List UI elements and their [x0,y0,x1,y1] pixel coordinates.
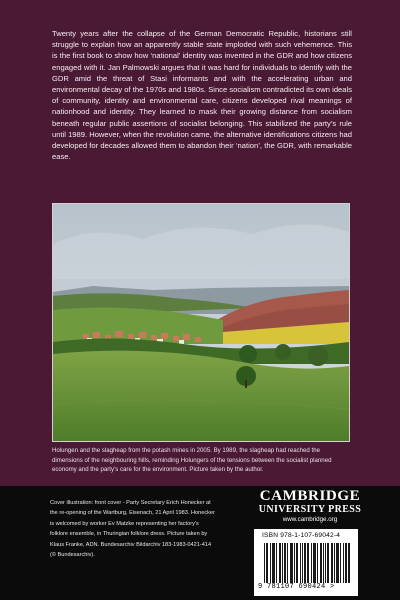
publisher-url: www.cambridge.org [282,516,338,523]
landscape-photo [52,203,350,442]
publisher-logo [255,488,365,523]
isbn-barcode [254,529,358,596]
back-cover-footer [0,486,400,600]
back-cover-blurb: Twenty years after the collapse of the German Democratic Republic, historians still struggle to explain how an apparently stable state imploded with such vehemence. This is the first book to show how ‘national’ identity was invented in the GDR and how citizens engaged with it. Jan Palmowski argues that it was hard for individuals to identify with the GDR amid the threat of Stasi informants and with the accelerating urban and environmental decay of the 1970s and 1980s. Since socialism contradicted its own ideals of community, identity and environmental care, citizens developed rival meanings of nationhood and identity. They learned to mask their growing distance from socialism beneath regular public assertions of socialist belonging. This stabilized the party’s rule until 1989. However, when the revolution came, the alternative identifications citizens had developed for decades allowed them to abandon their ‘nation’, the GDR, with remarkable ease. [52,29,352,162]
isbn-label: ISBN 978-1-107-69042-4 [262,532,341,539]
barcode-digits: 9 781107 690424 > [258,583,335,591]
cover-illustration-credits: Cover illustration: front cover - Party Secretary Erich Honecker at the re-opening of the Wartburg, Eisenach, 21 April 1983. Honecker is welcomed by worker Ev Matzke representing her factory’s folklore ensemble, in Thuringian folklore dress. Picture taken by Klaus Franke, ADN. Bundesarchiv Bildarchiv 183-1983-0421-414 (© Bundesarchiv). [50,500,215,559]
publisher-name-line1: CAMBRIDGE [259,488,361,504]
photo-caption: Holungen and the slagheap from the potash mines in 2005. By 1989, the slagheap had reached the dimensions of the neighbouring hills, reminding Holungers of the tensions between the socialist planned economy and the party’s care for the environment. Picture taken by the author. [52,447,332,474]
publisher-name-line2: UNIVERSITY PRESS [258,504,362,515]
barcode-bars [264,543,350,583]
